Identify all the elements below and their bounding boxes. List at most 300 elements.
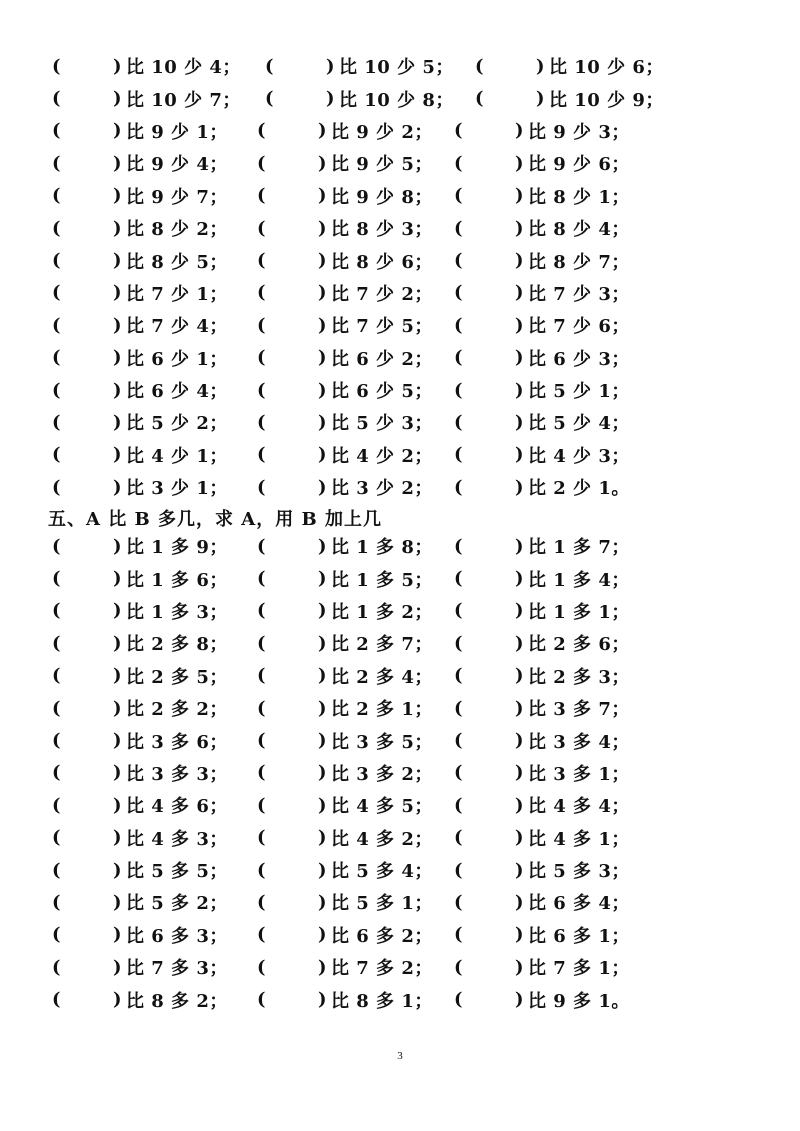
answer-blank-close: ) xyxy=(318,347,328,369)
answer-blank-open: ( xyxy=(52,250,62,272)
problem-text: 比 9 少 2； xyxy=(331,121,433,143)
problem-row xyxy=(52,660,772,692)
problem-text: 比 2 多 1； xyxy=(331,699,433,721)
problem-row xyxy=(52,562,772,594)
fill-in-problem xyxy=(454,857,654,883)
problem-text: 比 6 多 2； xyxy=(331,925,433,947)
fill-in-problem xyxy=(257,760,454,786)
answer-blank-open: ( xyxy=(257,250,267,272)
problem-text: 比 6 多 4； xyxy=(528,893,630,915)
answer-blank-open: ( xyxy=(265,88,275,110)
problem-text: 比 2 多 3； xyxy=(528,666,630,688)
answer-blank-open: ( xyxy=(257,568,267,590)
fill-in-problem xyxy=(257,118,454,144)
problem-text: 比 8 少 6； xyxy=(331,251,433,273)
problem-text: 比 3 多 7； xyxy=(528,699,630,721)
answer-blank-open: ( xyxy=(454,250,464,272)
answer-blank-close: ) xyxy=(318,989,328,1011)
answer-blank-open: ( xyxy=(257,827,267,849)
problem-text: 比 4 多 6； xyxy=(126,796,228,818)
problem-text: 比 3 多 4； xyxy=(528,731,630,753)
problem-text: 比 10 少 8； xyxy=(339,89,454,111)
fill-in-problem xyxy=(257,598,454,624)
answer-blank-open: ( xyxy=(257,600,267,622)
problem-text: 比 6 多 3； xyxy=(126,925,228,947)
problem-text: 比 9 少 5； xyxy=(331,154,433,176)
fill-in-problem xyxy=(475,53,675,79)
problem-text: 比 1 多 6； xyxy=(126,569,228,591)
problem-text: 比 1 多 8； xyxy=(331,537,433,559)
answer-blank-close: ) xyxy=(318,600,328,622)
problem-text: 比 3 多 5； xyxy=(331,731,433,753)
problem-text: 比 4 少 2； xyxy=(331,445,433,467)
answer-blank-close: ) xyxy=(113,600,123,622)
answer-blank-close: ) xyxy=(515,411,525,433)
problem-row xyxy=(52,180,772,212)
fill-in-problem xyxy=(52,442,257,468)
answer-blank-open: ( xyxy=(475,88,485,110)
answer-blank-open: ( xyxy=(454,730,464,752)
answer-blank-close: ) xyxy=(113,697,123,719)
problem-text: 比 8 少 4； xyxy=(528,219,630,241)
problem-row xyxy=(52,789,772,821)
fill-in-problem xyxy=(257,442,454,468)
fill-in-problem xyxy=(454,183,654,209)
problem-text: 比 7 少 4； xyxy=(126,316,228,338)
problem-text: 比 4 多 4； xyxy=(528,796,630,818)
fill-in-problem xyxy=(52,922,257,948)
problem-text: 比 5 少 1； xyxy=(528,381,630,403)
answer-blank-open: ( xyxy=(52,411,62,433)
answer-blank-open: ( xyxy=(257,697,267,719)
answer-blank-open: ( xyxy=(257,632,267,654)
problem-text: 比 2 多 8； xyxy=(126,634,228,656)
problem-text: 比 4 多 5； xyxy=(331,796,433,818)
fill-in-problem xyxy=(52,728,257,754)
answer-blank-open: ( xyxy=(52,282,62,304)
answer-blank-open: ( xyxy=(52,794,62,816)
answer-blank-close: ) xyxy=(113,476,123,498)
answer-blank-open: ( xyxy=(454,217,464,239)
problem-row xyxy=(52,530,772,562)
answer-blank-close: ) xyxy=(326,88,336,110)
problem-row xyxy=(52,886,772,918)
answer-blank-close: ) xyxy=(113,956,123,978)
answer-blank-open: ( xyxy=(52,185,62,207)
problem-text: 比 10 少 9； xyxy=(549,89,664,111)
answer-blank-open: ( xyxy=(257,535,267,557)
answer-blank-close: ) xyxy=(113,730,123,752)
answer-blank-open: ( xyxy=(52,88,62,110)
problem-row xyxy=(52,983,772,1015)
answer-blank-open: ( xyxy=(257,665,267,687)
fill-in-problem xyxy=(52,630,257,656)
problem-text: 比 2 多 2； xyxy=(126,699,228,721)
fill-in-problem xyxy=(454,248,654,274)
problem-text: 比 5 多 1； xyxy=(331,893,433,915)
fill-in-problem xyxy=(257,183,454,209)
problem-row xyxy=(52,627,772,659)
section-4-problems xyxy=(52,50,772,503)
fill-in-problem xyxy=(454,598,654,624)
answer-blank-close: ) xyxy=(515,379,525,401)
answer-blank-close: ) xyxy=(318,535,328,557)
answer-blank-close: ) xyxy=(515,859,525,881)
fill-in-problem xyxy=(454,533,654,559)
fill-in-problem xyxy=(257,889,454,915)
fill-in-problem xyxy=(454,345,654,371)
problem-text: 比 2 多 6； xyxy=(528,634,630,656)
answer-blank-open: ( xyxy=(52,827,62,849)
fill-in-problem xyxy=(52,150,257,176)
answer-blank-open: ( xyxy=(52,891,62,913)
answer-blank-open: ( xyxy=(454,632,464,654)
fill-in-problem xyxy=(454,377,654,403)
answer-blank-close: ) xyxy=(113,282,123,304)
answer-blank-open: ( xyxy=(257,444,267,466)
problem-text: 比 5 少 4； xyxy=(528,413,630,435)
answer-blank-close: ) xyxy=(113,989,123,1011)
problem-row xyxy=(52,50,772,82)
answer-blank-open: ( xyxy=(257,120,267,142)
answer-blank-close: ) xyxy=(113,217,123,239)
fill-in-problem xyxy=(454,663,654,689)
answer-blank-close: ) xyxy=(318,314,328,336)
fill-in-problem xyxy=(454,889,654,915)
problem-row xyxy=(52,919,772,951)
answer-blank-close: ) xyxy=(318,697,328,719)
answer-blank-close: ) xyxy=(536,55,546,77)
answer-blank-close: ) xyxy=(515,924,525,946)
answer-blank-close: ) xyxy=(318,411,328,433)
answer-blank-close: ) xyxy=(515,794,525,816)
answer-blank-close: ) xyxy=(113,632,123,654)
answer-blank-open: ( xyxy=(454,600,464,622)
problem-text: 比 7 少 5； xyxy=(331,316,433,338)
problem-text: 比 7 少 2； xyxy=(331,283,433,305)
answer-blank-open: ( xyxy=(454,120,464,142)
answer-blank-close: ) xyxy=(318,185,328,207)
answer-blank-close: ) xyxy=(515,568,525,590)
section-5-heading: 五、A 比 B 多几，求 A，用 B 加上几 xyxy=(48,509,382,530)
answer-blank-open: ( xyxy=(454,827,464,849)
answer-blank-close: ) xyxy=(318,568,328,590)
fill-in-problem xyxy=(257,312,454,338)
fill-in-problem xyxy=(257,695,454,721)
answer-blank-close: ) xyxy=(318,665,328,687)
answer-blank-close: ) xyxy=(113,827,123,849)
problem-text: 比 9 少 8； xyxy=(331,186,433,208)
answer-blank-close: ) xyxy=(515,476,525,498)
problem-text: 比 6 少 1； xyxy=(126,348,228,370)
problem-row xyxy=(52,82,772,114)
problem-text: 比 9 少 7； xyxy=(126,186,228,208)
answer-blank-open: ( xyxy=(52,762,62,784)
answer-blank-open: ( xyxy=(454,535,464,557)
answer-blank-close: ) xyxy=(515,956,525,978)
fill-in-problem xyxy=(454,760,654,786)
problem-text: 比 1 多 3； xyxy=(126,601,228,623)
fill-in-problem xyxy=(52,857,257,883)
problem-text: 比 7 多 2； xyxy=(331,958,433,980)
fill-in-problem xyxy=(52,987,257,1013)
answer-blank-open: ( xyxy=(257,989,267,1011)
problem-row xyxy=(52,342,772,374)
problem-text: 比 6 少 4； xyxy=(126,381,228,403)
answer-blank-close: ) xyxy=(318,444,328,466)
answer-blank-open: ( xyxy=(454,859,464,881)
answer-blank-close: ) xyxy=(113,891,123,913)
problem-row xyxy=(52,951,772,983)
answer-blank-open: ( xyxy=(52,217,62,239)
problem-text: 比 6 多 1； xyxy=(528,925,630,947)
page-number: 3 xyxy=(397,1050,403,1062)
answer-blank-open: ( xyxy=(454,697,464,719)
answer-blank-open: ( xyxy=(257,891,267,913)
answer-blank-close: ) xyxy=(515,185,525,207)
problem-text: 比 3 多 2； xyxy=(331,763,433,785)
problem-row xyxy=(52,854,772,886)
fill-in-problem xyxy=(257,630,454,656)
answer-blank-open: ( xyxy=(454,347,464,369)
answer-blank-open: ( xyxy=(52,730,62,752)
answer-blank-close: ) xyxy=(515,632,525,654)
answer-blank-close: ) xyxy=(318,730,328,752)
answer-blank-open: ( xyxy=(52,535,62,557)
fill-in-problem xyxy=(257,663,454,689)
answer-blank-open: ( xyxy=(257,282,267,304)
answer-blank-close: ) xyxy=(318,120,328,142)
fill-in-problem xyxy=(454,215,654,241)
problem-text: 比 5 多 2； xyxy=(126,893,228,915)
problem-text: 比 10 少 7； xyxy=(126,89,241,111)
answer-blank-open: ( xyxy=(454,568,464,590)
answer-blank-open: ( xyxy=(265,55,275,77)
fill-in-problem xyxy=(52,86,265,112)
problem-text: 比 7 多 1； xyxy=(528,958,630,980)
answer-blank-close: ) xyxy=(318,924,328,946)
answer-blank-open: ( xyxy=(257,314,267,336)
answer-blank-close: ) xyxy=(113,411,123,433)
answer-blank-close: ) xyxy=(515,697,525,719)
fill-in-problem xyxy=(454,280,654,306)
problem-row xyxy=(52,724,772,756)
problem-text: 比 5 多 5； xyxy=(126,861,228,883)
answer-blank-open: ( xyxy=(257,924,267,946)
problem-text: 比 9 多 1。 xyxy=(528,990,630,1012)
fill-in-problem xyxy=(52,954,257,980)
problem-text: 比 3 多 6； xyxy=(126,731,228,753)
problem-text: 比 3 多 1； xyxy=(528,763,630,785)
problem-text: 比 1 多 2； xyxy=(331,601,433,623)
answer-blank-open: ( xyxy=(52,697,62,719)
problem-text: 比 8 少 3； xyxy=(331,219,433,241)
problem-text: 比 2 多 4； xyxy=(331,666,433,688)
problem-text: 比 6 少 2； xyxy=(331,348,433,370)
fill-in-problem xyxy=(265,86,475,112)
fill-in-problem xyxy=(257,280,454,306)
answer-blank-close: ) xyxy=(318,956,328,978)
answer-blank-open: ( xyxy=(454,989,464,1011)
answer-blank-open: ( xyxy=(52,600,62,622)
problem-row xyxy=(52,692,772,724)
answer-blank-close: ) xyxy=(515,535,525,557)
answer-blank-close: ) xyxy=(113,924,123,946)
answer-blank-open: ( xyxy=(257,730,267,752)
problem-text: 比 7 少 1； xyxy=(126,283,228,305)
answer-blank-close: ) xyxy=(515,120,525,142)
answer-blank-close: ) xyxy=(536,88,546,110)
fill-in-problem xyxy=(52,118,257,144)
fill-in-problem xyxy=(454,792,654,818)
problem-text: 比 2 多 5； xyxy=(126,666,228,688)
answer-blank-close: ) xyxy=(515,217,525,239)
problem-text: 比 5 少 3； xyxy=(331,413,433,435)
answer-blank-close: ) xyxy=(318,827,328,849)
fill-in-problem xyxy=(257,857,454,883)
fill-in-problem xyxy=(52,215,257,241)
answer-blank-close: ) xyxy=(515,282,525,304)
problem-text: 比 2 少 1。 xyxy=(528,478,630,500)
fill-in-problem xyxy=(52,825,257,851)
fill-in-problem xyxy=(257,987,454,1013)
fill-in-problem xyxy=(52,377,257,403)
answer-blank-close: ) xyxy=(318,282,328,304)
fill-in-problem xyxy=(52,792,257,818)
fill-in-problem xyxy=(454,312,654,338)
answer-blank-open: ( xyxy=(52,924,62,946)
fill-in-problem xyxy=(257,728,454,754)
answer-blank-close: ) xyxy=(515,827,525,849)
answer-blank-open: ( xyxy=(52,665,62,687)
problem-row xyxy=(52,471,772,503)
fill-in-problem xyxy=(257,248,454,274)
answer-blank-close: ) xyxy=(318,152,328,174)
answer-blank-close: ) xyxy=(515,762,525,784)
problem-text: 比 4 多 2； xyxy=(331,828,433,850)
answer-blank-open: ( xyxy=(257,379,267,401)
answer-blank-open: ( xyxy=(52,568,62,590)
answer-blank-close: ) xyxy=(113,314,123,336)
fill-in-problem xyxy=(454,566,654,592)
answer-blank-close: ) xyxy=(318,379,328,401)
fill-in-problem xyxy=(265,53,475,79)
answer-blank-close: ) xyxy=(515,600,525,622)
answer-blank-close: ) xyxy=(318,762,328,784)
problem-text: 比 8 少 5； xyxy=(126,251,228,273)
answer-blank-close: ) xyxy=(318,632,328,654)
problem-text: 比 3 多 3； xyxy=(126,763,228,785)
fill-in-problem xyxy=(454,922,654,948)
problem-row xyxy=(52,244,772,276)
problem-text: 比 4 多 1； xyxy=(528,828,630,850)
answer-blank-close: ) xyxy=(113,568,123,590)
fill-in-problem xyxy=(257,474,454,500)
problem-text: 比 6 少 5； xyxy=(331,381,433,403)
answer-blank-open: ( xyxy=(257,347,267,369)
problem-row xyxy=(52,115,772,147)
answer-blank-close: ) xyxy=(318,859,328,881)
fill-in-problem xyxy=(52,695,257,721)
section-5-problems xyxy=(52,530,772,1016)
fill-in-problem xyxy=(52,598,257,624)
answer-blank-close: ) xyxy=(515,444,525,466)
problem-text: 比 1 多 1； xyxy=(528,601,630,623)
answer-blank-close: ) xyxy=(113,55,123,77)
problem-text: 比 7 少 3； xyxy=(528,283,630,305)
answer-blank-close: ) xyxy=(113,250,123,272)
problem-text: 比 5 少 2； xyxy=(126,413,228,435)
answer-blank-close: ) xyxy=(113,535,123,557)
answer-blank-close: ) xyxy=(515,314,525,336)
answer-blank-open: ( xyxy=(257,762,267,784)
fill-in-problem xyxy=(52,345,257,371)
problem-row xyxy=(52,277,772,309)
problem-row xyxy=(52,595,772,627)
fill-in-problem xyxy=(52,183,257,209)
answer-blank-close: ) xyxy=(113,379,123,401)
answer-blank-close: ) xyxy=(318,217,328,239)
answer-blank-close: ) xyxy=(515,665,525,687)
answer-blank-open: ( xyxy=(454,891,464,913)
problem-row xyxy=(52,406,772,438)
problem-row xyxy=(52,822,772,854)
fill-in-problem xyxy=(52,889,257,915)
problem-text: 比 4 少 1； xyxy=(126,445,228,467)
fill-in-problem xyxy=(52,248,257,274)
answer-blank-close: ) xyxy=(515,989,525,1011)
answer-blank-close: ) xyxy=(113,185,123,207)
problem-text: 比 1 多 4； xyxy=(528,569,630,591)
answer-blank-close: ) xyxy=(113,444,123,466)
fill-in-problem xyxy=(52,312,257,338)
problem-row xyxy=(52,374,772,406)
answer-blank-open: ( xyxy=(257,956,267,978)
fill-in-problem xyxy=(454,630,654,656)
fill-in-problem xyxy=(52,760,257,786)
fill-in-problem xyxy=(454,118,654,144)
fill-in-problem xyxy=(52,409,257,435)
answer-blank-open: ( xyxy=(52,347,62,369)
problem-text: 比 3 少 2； xyxy=(331,478,433,500)
answer-blank-open: ( xyxy=(257,476,267,498)
problem-text: 比 3 少 1； xyxy=(126,478,228,500)
answer-blank-open: ( xyxy=(454,282,464,304)
answer-blank-open: ( xyxy=(257,152,267,174)
problem-text: 比 7 多 3； xyxy=(126,958,228,980)
answer-blank-open: ( xyxy=(454,379,464,401)
answer-blank-close: ) xyxy=(113,152,123,174)
answer-blank-close: ) xyxy=(318,794,328,816)
answer-blank-open: ( xyxy=(52,632,62,654)
answer-blank-close: ) xyxy=(515,891,525,913)
problem-text: 比 9 少 4； xyxy=(126,154,228,176)
problem-text: 比 8 多 2； xyxy=(126,990,228,1012)
answer-blank-open: ( xyxy=(454,762,464,784)
fill-in-problem xyxy=(257,954,454,980)
answer-blank-open: ( xyxy=(454,411,464,433)
fill-in-problem xyxy=(52,474,257,500)
answer-blank-close: ) xyxy=(113,88,123,110)
fill-in-problem xyxy=(454,150,654,176)
answer-blank-open: ( xyxy=(52,859,62,881)
problem-row xyxy=(52,212,772,244)
fill-in-problem xyxy=(454,442,654,468)
fill-in-problem xyxy=(454,474,654,500)
answer-blank-open: ( xyxy=(52,314,62,336)
answer-blank-open: ( xyxy=(454,476,464,498)
problem-text: 比 8 多 1； xyxy=(331,990,433,1012)
